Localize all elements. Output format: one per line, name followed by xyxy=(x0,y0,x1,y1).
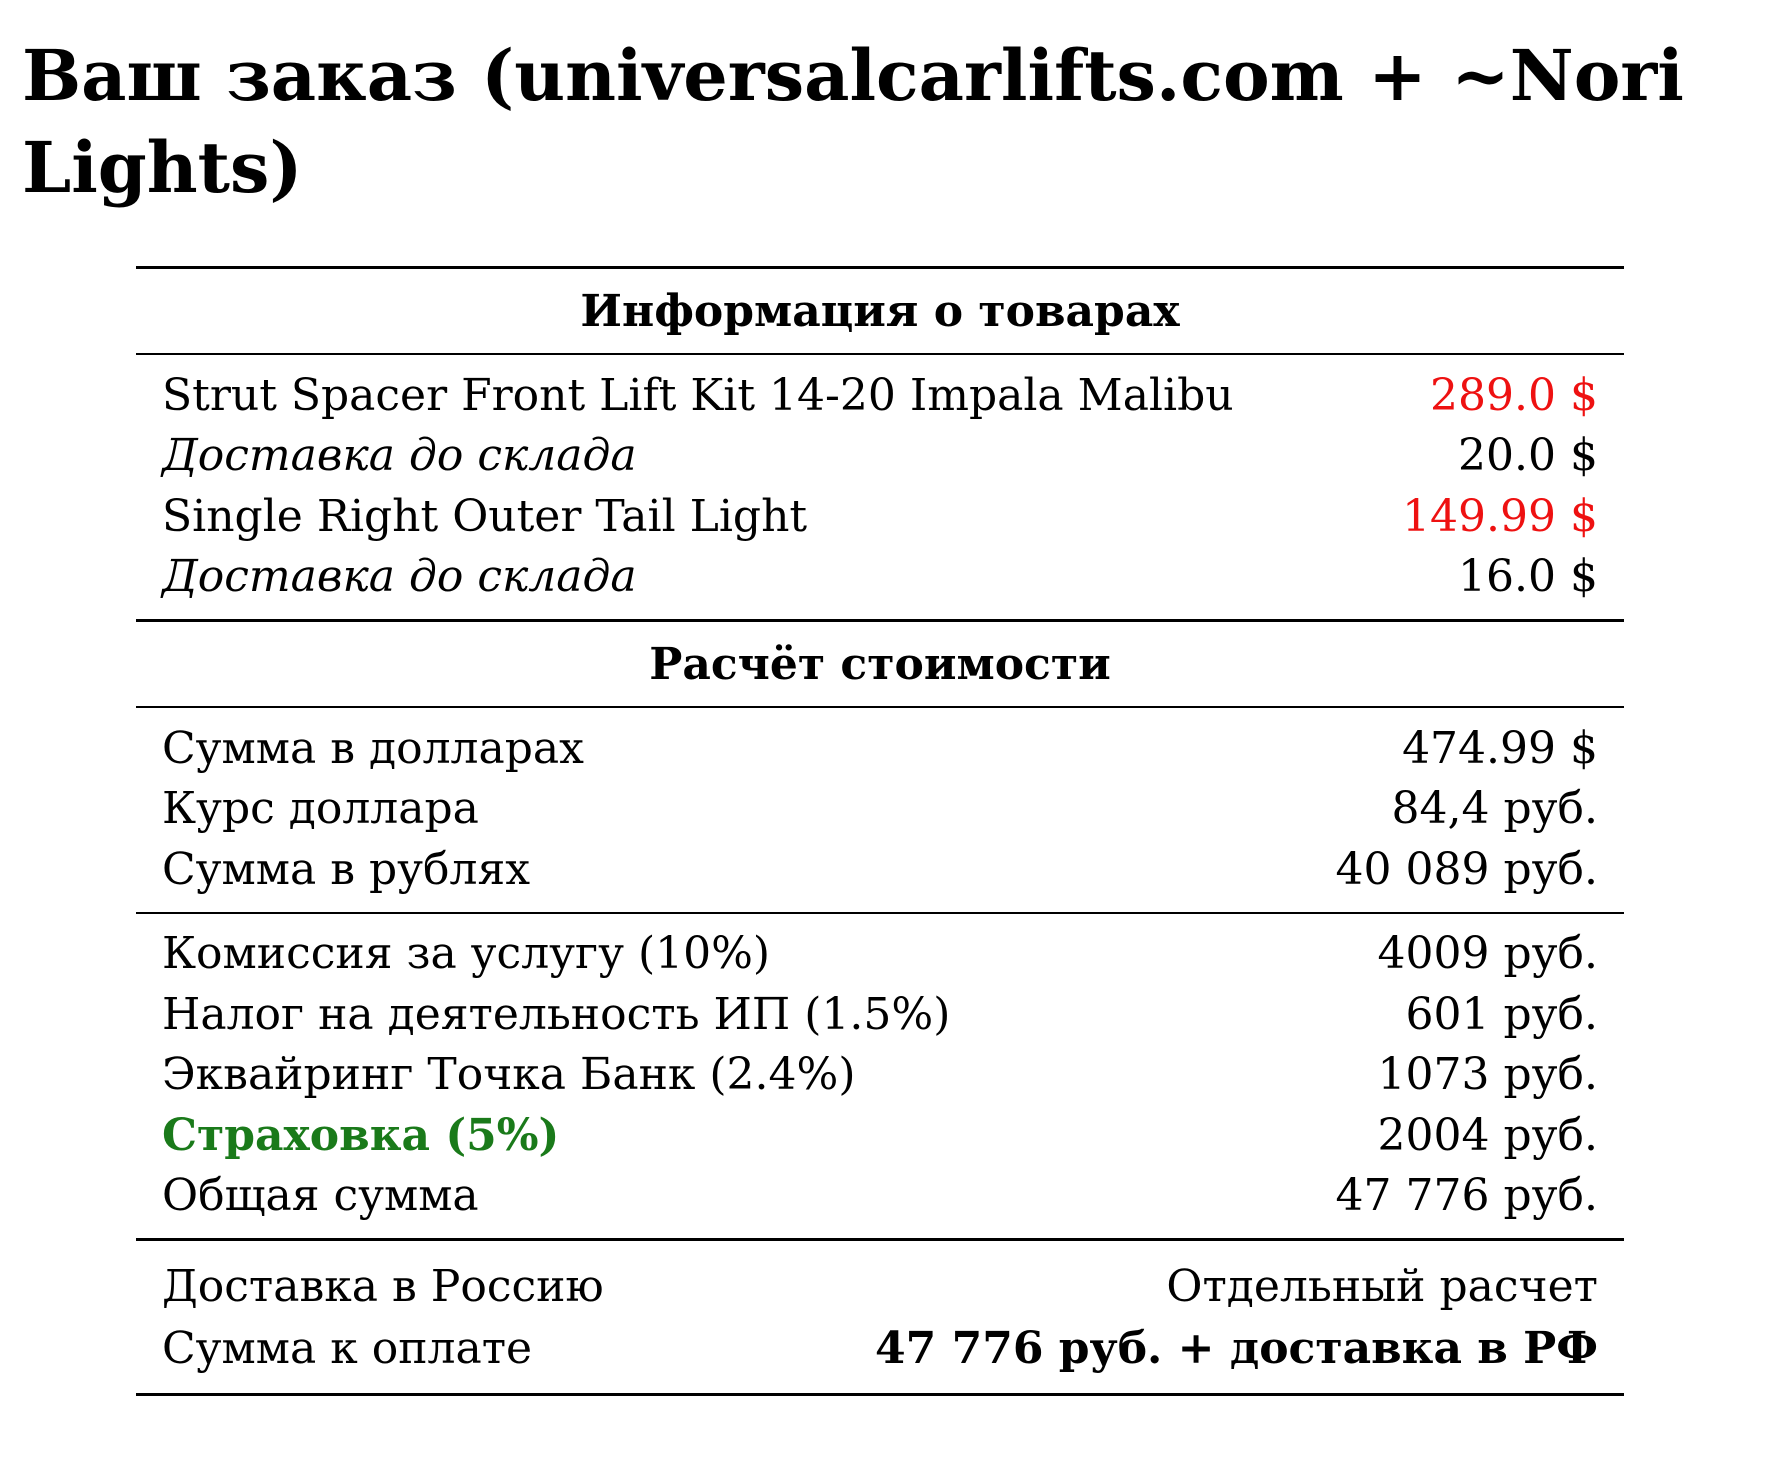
fee-rows xyxy=(136,914,1624,1239)
row-value: 40 089 руб. xyxy=(1335,843,1598,895)
item-name: Strut Spacer Front Lift Kit 14-20 Impala Malibu xyxy=(162,369,1234,421)
row-value: Отдельный расчет xyxy=(1166,1260,1598,1312)
amount-due-row xyxy=(162,1317,1598,1379)
bottom-rule xyxy=(136,1393,1624,1396)
acquiring-row xyxy=(162,1045,1598,1106)
tax-row xyxy=(162,984,1598,1045)
amount-due-value: 47 776 руб. + доставка в РФ xyxy=(875,1322,1598,1374)
goods-row-shipping-2 xyxy=(162,547,1598,608)
item-name: Single Right Outer Tail Light xyxy=(162,490,808,542)
goods-row-item-2 xyxy=(162,486,1598,547)
shipping-label: Доставка до склада xyxy=(162,551,637,603)
row-label: Эквайринг Точка Банк (2.4%) xyxy=(162,1049,856,1101)
row-label: Доставка в Россию xyxy=(162,1260,604,1312)
row-value: 4009 руб. xyxy=(1377,928,1598,980)
conversion-rows xyxy=(136,708,1624,912)
row-value: 2004 руб. xyxy=(1377,1109,1598,1161)
total-row xyxy=(162,1166,1598,1227)
sum-usd-row xyxy=(162,718,1598,779)
row-label: Курс доллара xyxy=(162,783,479,835)
insurance-row xyxy=(162,1105,1598,1166)
order-table xyxy=(136,266,1624,1396)
goods-row-item-1 xyxy=(162,365,1598,426)
row-label: Сумма в рублях xyxy=(162,843,531,895)
row-label: Сумма в долларах xyxy=(162,722,584,774)
shipping-price: 20.0 $ xyxy=(1458,430,1598,482)
row-label: Комиссия за услугу (10%) xyxy=(162,928,771,980)
row-value: 601 руб. xyxy=(1405,988,1598,1040)
item-price: 149.99 $ xyxy=(1402,490,1598,542)
goods-rows xyxy=(136,355,1624,619)
goods-section-header: Информация о товарах xyxy=(580,285,1180,337)
shipping-price: 16.0 $ xyxy=(1458,551,1598,603)
commission-row xyxy=(162,924,1598,985)
row-label: Сумма к оплате xyxy=(162,1322,533,1374)
goods-row-shipping-1 xyxy=(162,426,1598,487)
calc-section-header: Расчёт стоимости xyxy=(649,638,1111,690)
insurance-label: Страховка (5%) xyxy=(162,1109,560,1161)
row-value: 47 776 руб. xyxy=(1335,1170,1598,1222)
row-value: 84,4 руб. xyxy=(1391,783,1598,835)
item-price: 289.0 $ xyxy=(1430,369,1598,421)
row-value: 1073 руб. xyxy=(1377,1049,1598,1101)
shipping-label: Доставка до склада xyxy=(162,430,637,482)
row-label: Общая сумма xyxy=(162,1170,479,1222)
exchange-rate-row xyxy=(162,779,1598,840)
page-title: Ваш заказ (universalcarlifts.com + ~Nori Lights) xyxy=(22,34,1684,209)
final-rows xyxy=(136,1241,1624,1393)
russia-delivery-row xyxy=(162,1255,1598,1317)
row-label: Налог на деятельность ИП (1.5%) xyxy=(162,988,951,1040)
sum-rub-row xyxy=(162,839,1598,900)
row-value: 474.99 $ xyxy=(1402,722,1598,774)
